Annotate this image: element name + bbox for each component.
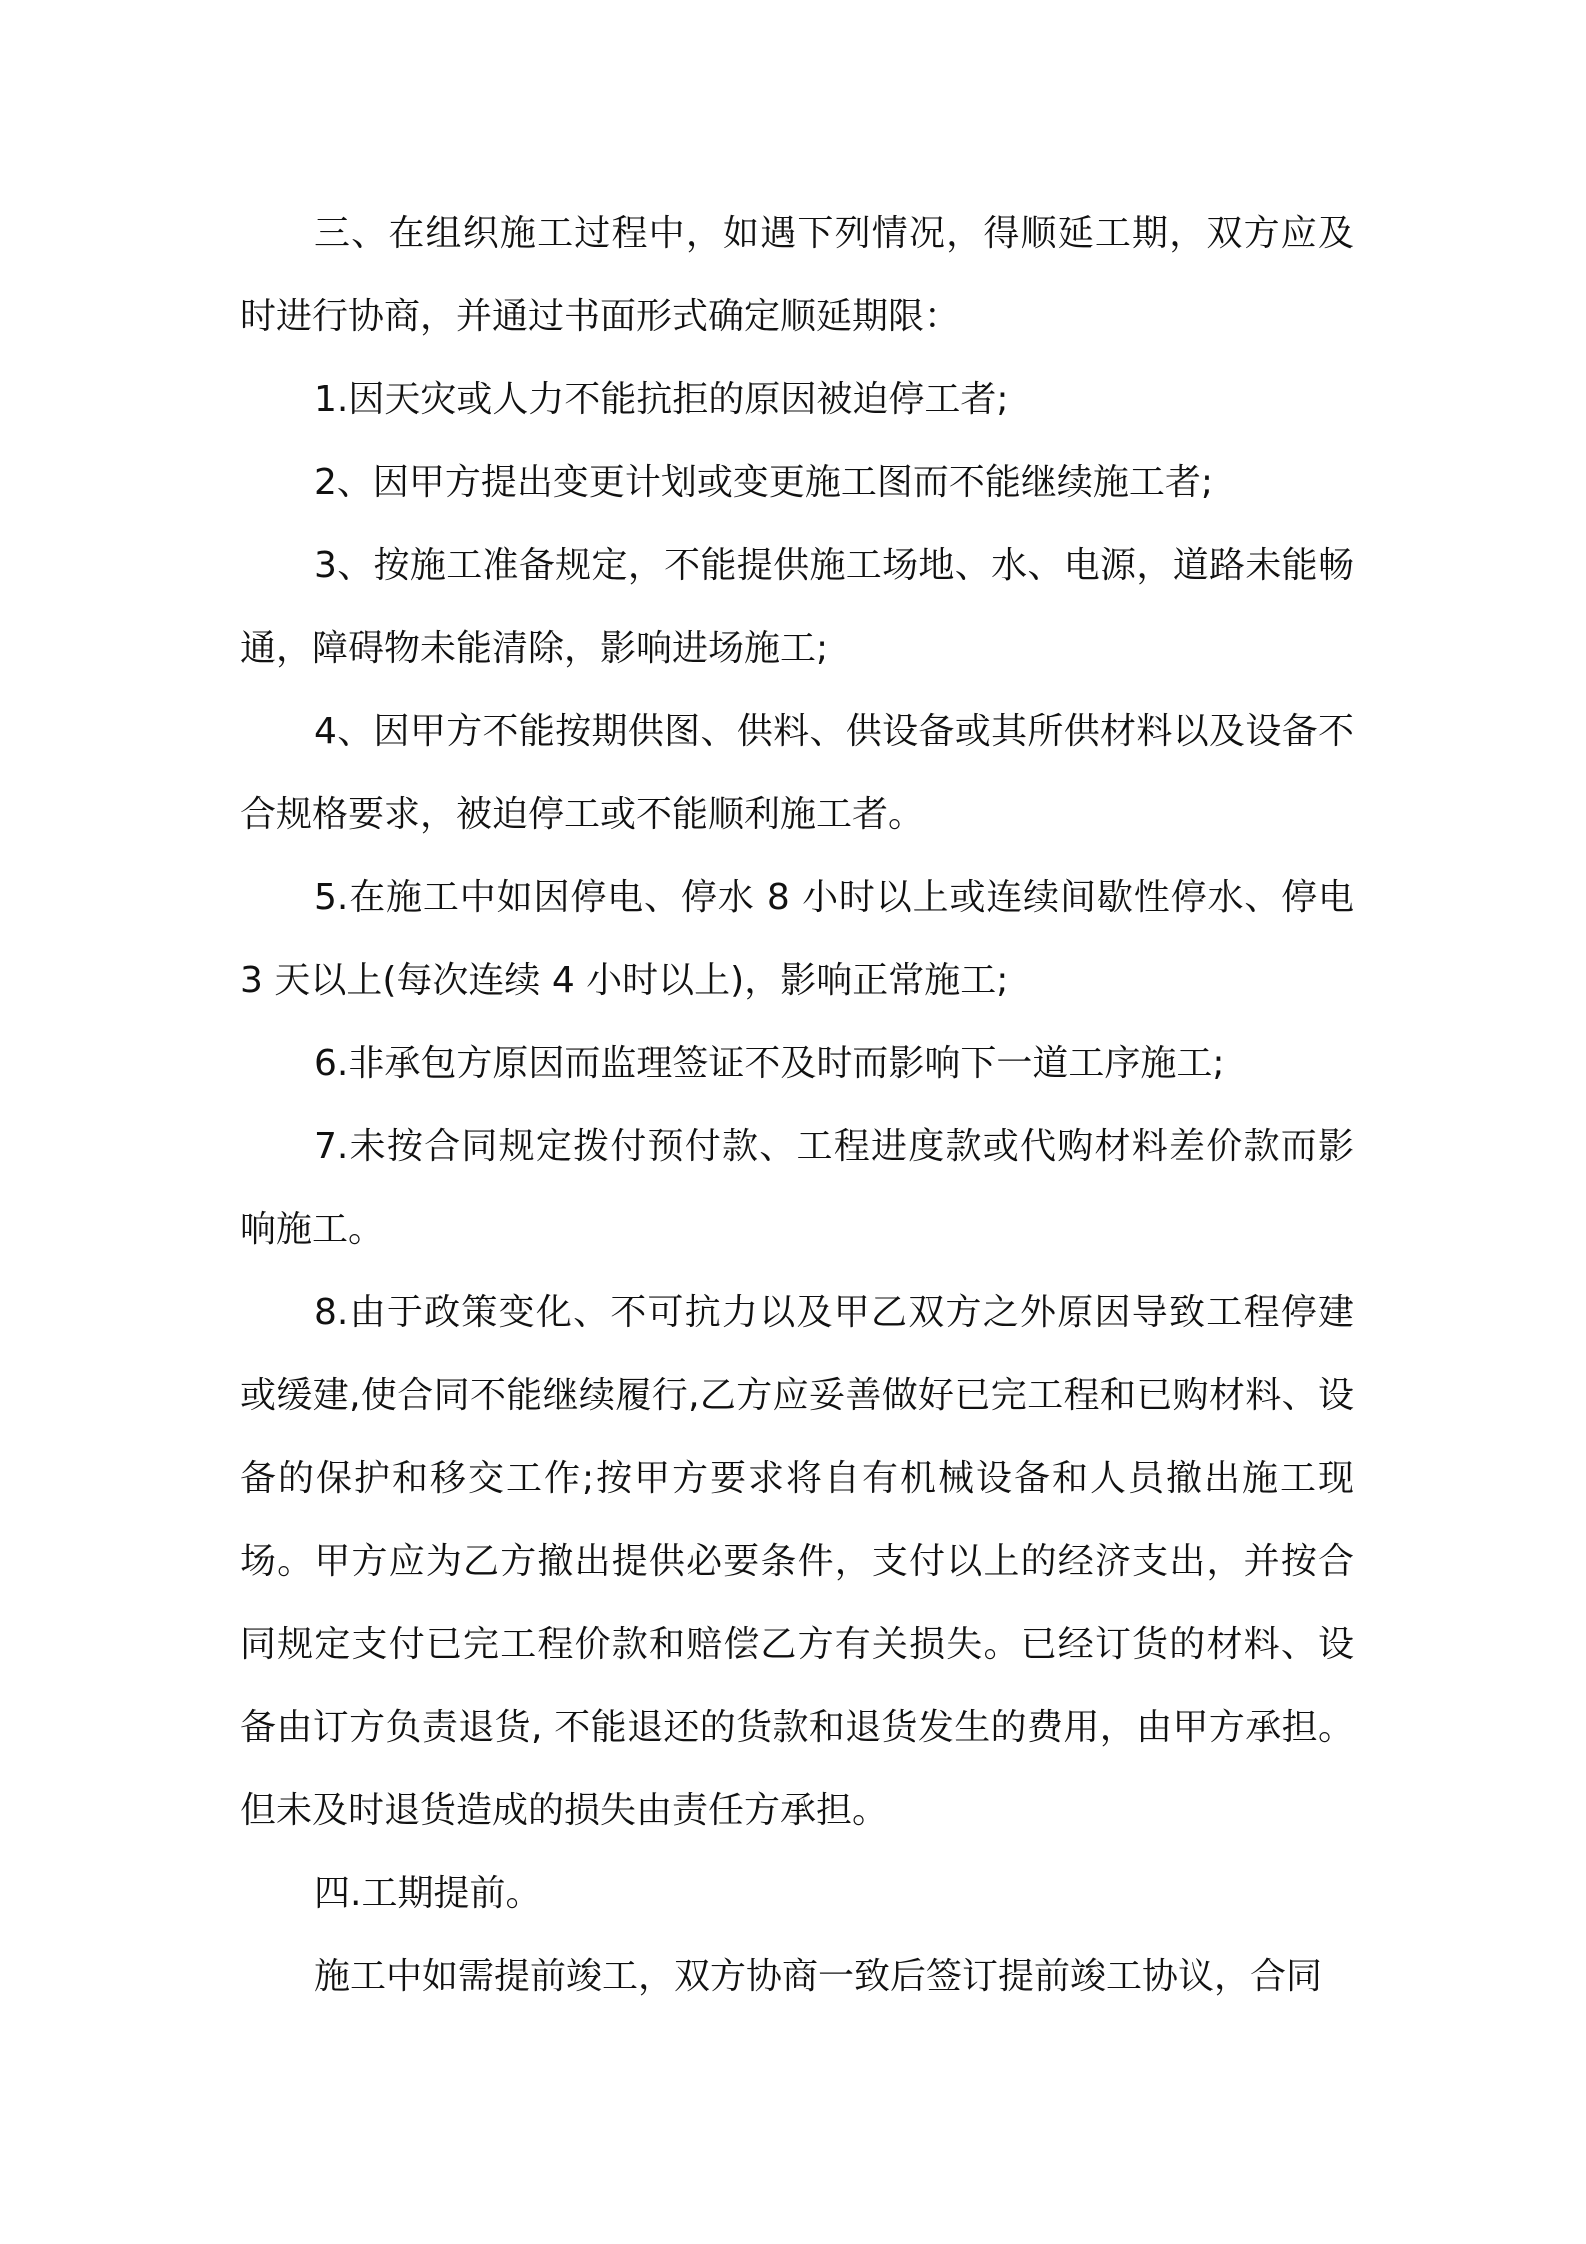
paragraph-item-2: 2、因甲方提出变更计划或变更施工图而不能继续施工者; xyxy=(314,462,1214,503)
paragraph-item-4: 4、因甲方不能按期供图、供料、供设备或其所供材料以及设备不合规格要求，被迫停工或不能顺利施工者。 xyxy=(240,711,1354,835)
paragraph-item-6: 6.非承包方原因而监理签证不及时而影响下一道工序施工; xyxy=(314,1043,1225,1084)
paragraph-item-5: 5.在施工中如因停电、停水 8 小时以上或连续间歇性停水、停电 3 天以上(每次连续 4 小时以上)，影响正常施工; xyxy=(240,877,1354,1001)
paragraph-item-1: 1.因天灾或人力不能抗拒的原因被迫停工者; xyxy=(314,379,1009,420)
document-body xyxy=(240,192,1354,2018)
paragraph-item-3: 3、按施工准备规定，不能提供施工场地、水、电源，道路未能畅通，障碍物未能清除，影响进场施工; xyxy=(240,545,1354,669)
paragraph-section-three: 三、在组织施工过程中，如遇下列情况，得顺延工期，双方应及时进行协商，并通过书面形式确定顺延期限： xyxy=(240,213,1354,337)
paragraph-item-8: 8.由于政策变化、不可抗力以及甲乙双方之外原因导致工程停建或缓建,使合同不能继续履行,乙方应妥善做好已完工程和已购材料、设备的保护和移交工作;按甲方要求将自有机械设备和人员撤出施工现场。甲方应为乙方撤出提供必要条件，支付以上的经济支出，并按合同规定支付已完工程价款和赔偿乙方有关损失。已经订货的材料、设备由订方负责退货, 不能退还的货款和退货发生的费用，由甲方承担。但未及时退货造成的损失由责任方承担。 xyxy=(240,1292,1354,1831)
paragraph-section-four: 四.工期提前。 xyxy=(314,1873,542,1914)
paragraph-item-7: 7.未按合同规定拨付预付款、工程进度款或代购材料差价款而影响施工。 xyxy=(240,1126,1354,1250)
paragraph-early-completion: 施工中如需提前竣工，双方协商一致后签订提前竣工协议，合同 xyxy=(314,1956,1323,1997)
